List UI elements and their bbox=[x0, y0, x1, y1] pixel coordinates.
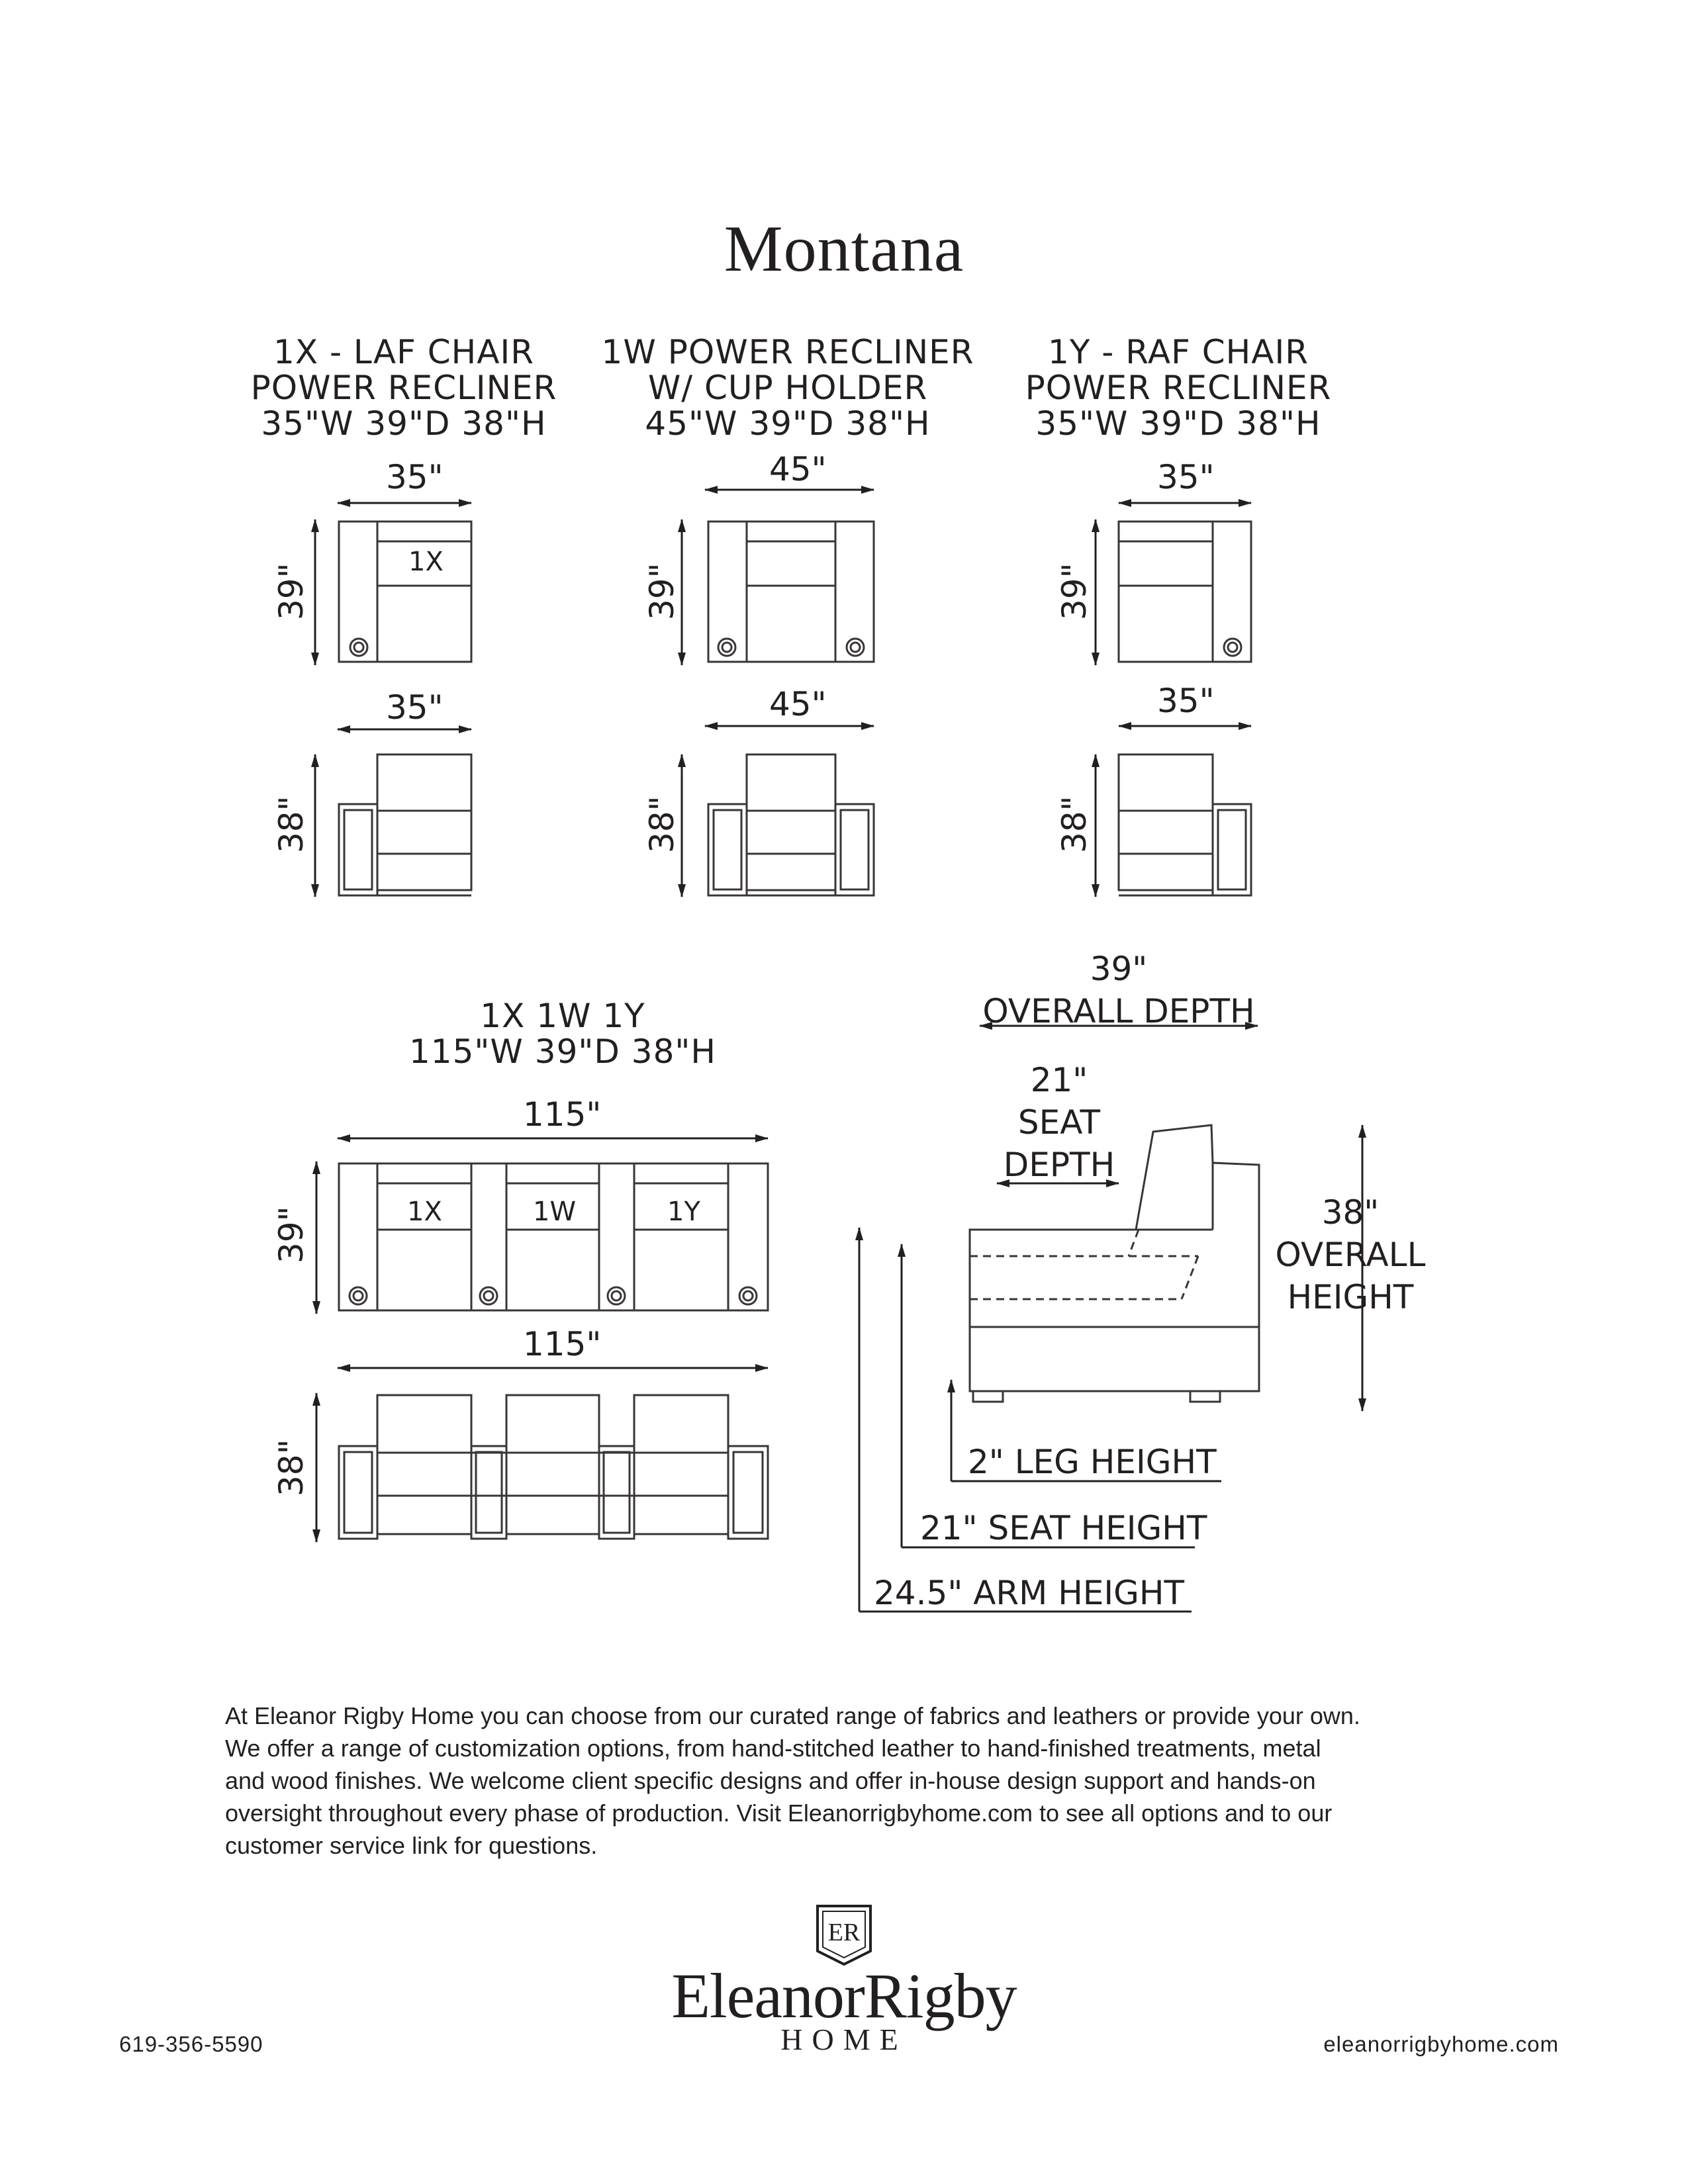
front-view-1x bbox=[315, 729, 471, 897]
description bbox=[225, 1700, 1483, 1862]
description-line: We offer a range of customization options, from hand-stitched leather to hand-finished treatments, metal bbox=[225, 1735, 1321, 1762]
width-label-1y-top: 35" bbox=[1157, 458, 1215, 496]
overall-depth-label bbox=[980, 948, 1258, 1032]
module-dims: 45"W 39"D 38"H bbox=[645, 404, 931, 443]
module-type: POWER RECLINER bbox=[1025, 369, 1332, 407]
description-line: customer service link for questions. bbox=[225, 1832, 598, 1859]
module-heading-1y bbox=[1013, 334, 1344, 441]
module-dims: 35"W 39"D 38"H bbox=[1035, 404, 1321, 443]
depth-label-1x: 39" bbox=[272, 563, 310, 620]
overall-height-text-1: OVERALL bbox=[1275, 1236, 1426, 1274]
combo-heading bbox=[397, 998, 728, 1069]
leg-height-label: 2" LEG HEIGHT bbox=[968, 1443, 1217, 1481]
height-label-combo: 38" bbox=[272, 1439, 310, 1496]
seat-label-combo-1y: 1Y bbox=[667, 1197, 700, 1227]
logo-mark-text: ER bbox=[827, 1919, 861, 1946]
seat-depth-value: 21" bbox=[1030, 1061, 1088, 1099]
overall-height-label bbox=[1264, 1191, 1436, 1318]
depth-label-1w: 39" bbox=[643, 563, 681, 620]
top-view-1y bbox=[1096, 503, 1251, 665]
width-label-1y-front: 35" bbox=[1157, 682, 1215, 720]
front-view-combo bbox=[316, 1368, 768, 1542]
seat-depth-text-2: DEPTH bbox=[1003, 1146, 1115, 1184]
module-heading-1w bbox=[596, 334, 980, 441]
width-label-combo-front: 115" bbox=[523, 1325, 602, 1363]
top-view-1w bbox=[682, 490, 874, 665]
seat-height-label: 21" SEAT HEIGHT bbox=[920, 1509, 1207, 1547]
module-heading-1x bbox=[238, 334, 569, 441]
description-line: At Eleanor Rigby Home you can choose from our curated range of fabrics and leathers or provide your own. bbox=[225, 1702, 1360, 1729]
seat-label-combo-1w: 1W bbox=[533, 1197, 576, 1227]
module-type: POWER RECLINER bbox=[250, 369, 557, 407]
leg bbox=[1190, 1391, 1220, 1402]
width-label-combo-top: 115" bbox=[523, 1095, 602, 1134]
width-label-1w-front: 45" bbox=[769, 685, 827, 723]
footer-website: eleanorrigbyhome.com bbox=[1323, 2032, 1559, 2056]
module-code: 1Y - RAF CHAIR bbox=[1048, 333, 1309, 371]
arm-height-label: 24.5" ARM HEIGHT bbox=[874, 1574, 1185, 1612]
height-label-1w: 38" bbox=[643, 796, 681, 853]
front-view-1w bbox=[682, 726, 874, 897]
top-view-1x bbox=[315, 503, 471, 665]
overall-depth-text: OVERALL DEPTH bbox=[982, 992, 1255, 1030]
depth-label-combo: 39" bbox=[272, 1206, 310, 1263]
cup-holder-icon bbox=[350, 639, 367, 656]
module-code: 1X - LAF CHAIR bbox=[273, 333, 534, 371]
seat-depth-label bbox=[980, 1059, 1139, 1186]
module-dims: 35"W 39"D 38"H bbox=[261, 404, 547, 443]
leg bbox=[973, 1391, 1003, 1402]
chair-outline bbox=[339, 522, 471, 662]
module-code: 1W POWER RECLINER bbox=[601, 333, 974, 371]
combo-dims: 115"W 39"D 38"H bbox=[409, 1032, 716, 1071]
depth-label-1y: 39" bbox=[1055, 563, 1094, 620]
height-label-1y: 38" bbox=[1055, 796, 1094, 853]
description-line: and wood finishes. We welcome client specific designs and offer in-house design support and hands-on bbox=[225, 1767, 1316, 1794]
brand-name: EleanorRigby bbox=[671, 1960, 1017, 2031]
footer-phone: 619-356-5590 bbox=[119, 2032, 263, 2056]
overall-height-text-2: HEIGHT bbox=[1287, 1278, 1414, 1316]
seat-label-combo-1x: 1X bbox=[407, 1197, 442, 1227]
module-type: W/ CUP HOLDER bbox=[647, 369, 928, 407]
width-label-1w-top: 45" bbox=[769, 450, 827, 488]
height-label-1x: 38" bbox=[272, 796, 310, 853]
overall-depth-value: 39" bbox=[1090, 950, 1148, 988]
front-view-1y bbox=[1096, 726, 1251, 897]
width-label-1x-front: 35" bbox=[386, 688, 444, 727]
width-label-1x-top: 35" bbox=[386, 458, 444, 496]
page-title: Montana bbox=[724, 212, 964, 285]
seat-depth-text-1: SEAT bbox=[1017, 1103, 1101, 1142]
combo-code: 1X 1W 1Y bbox=[480, 997, 645, 1035]
overall-height-value: 38" bbox=[1321, 1193, 1380, 1232]
seat-label-1x: 1X bbox=[408, 547, 444, 577]
brand-sub: HOME bbox=[780, 2023, 908, 2056]
description-line: oversight throughout every phase of production. Visit Eleanorrigbyhome.com to see all options and to our bbox=[225, 1799, 1333, 1827]
